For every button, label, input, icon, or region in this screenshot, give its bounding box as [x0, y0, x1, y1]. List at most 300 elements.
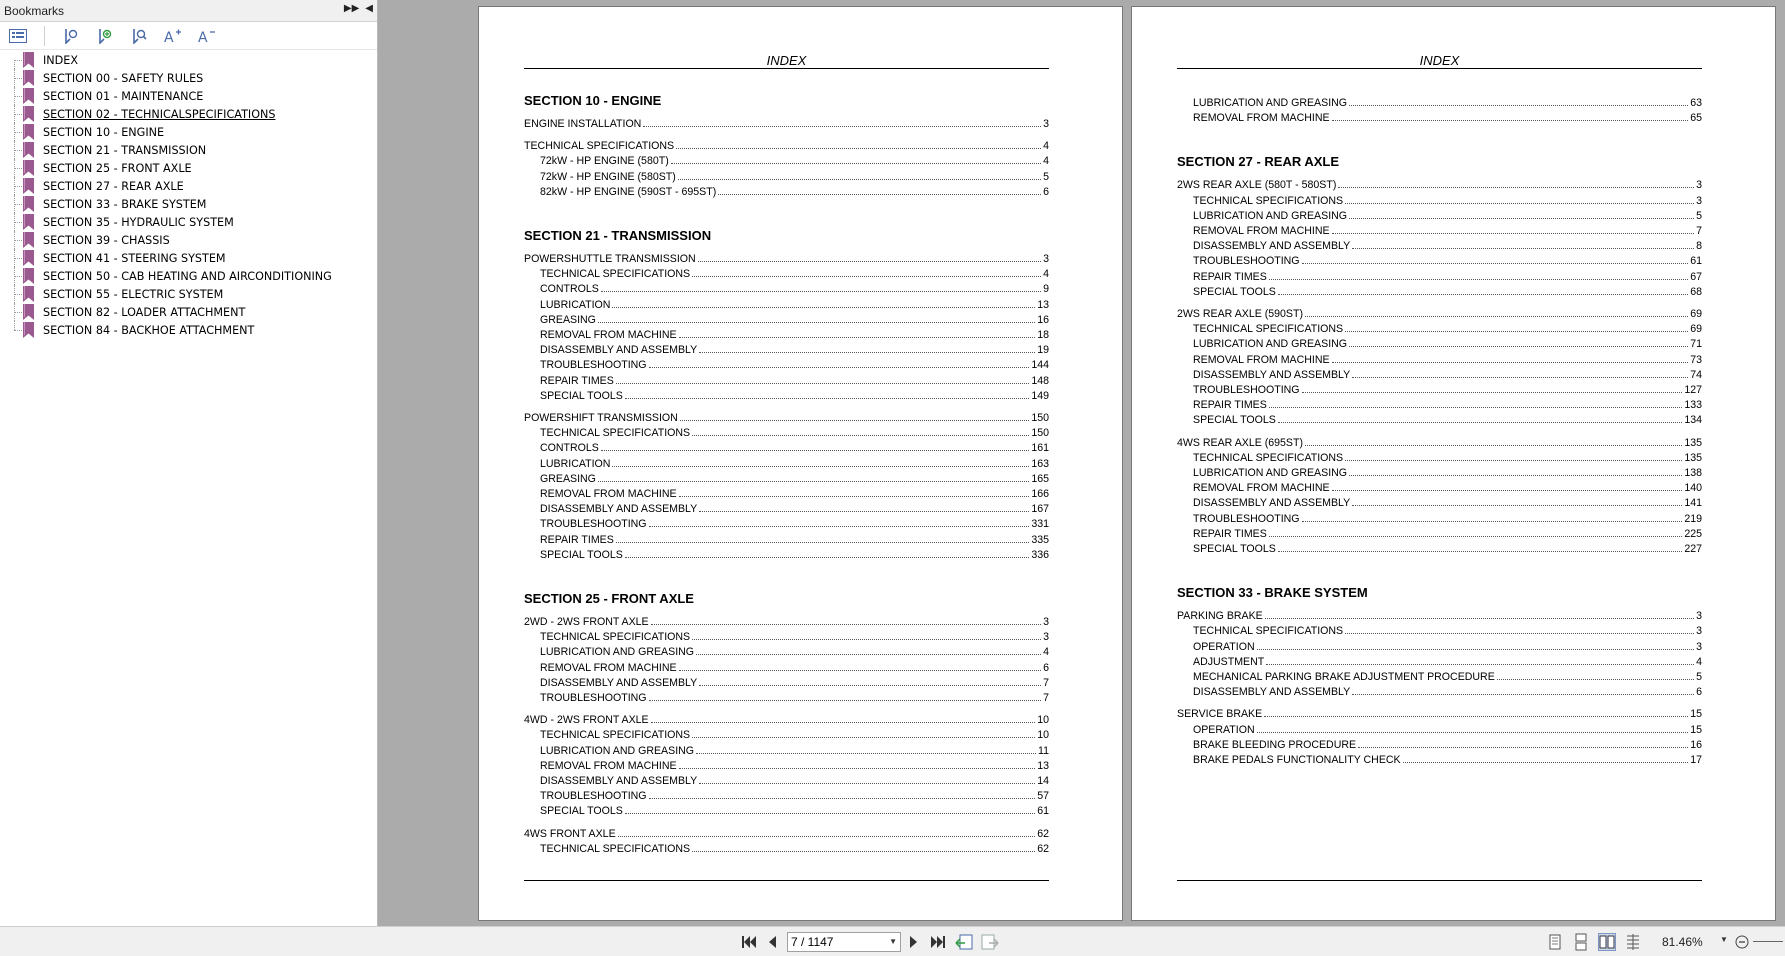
- toc-entry[interactable]: [524, 312, 1049, 326]
- toc-entry-page: 5: [1043, 170, 1049, 183]
- toc-entry[interactable]: [524, 841, 1049, 855]
- page-number-value: 7 / 1147: [791, 935, 834, 949]
- bookmark-item[interactable]: [0, 51, 377, 69]
- toc-entry-text: OPERATION: [1193, 640, 1255, 653]
- dot-leader: [612, 307, 1035, 308]
- bookmark-item[interactable]: [0, 123, 377, 141]
- dot-leader: [1257, 649, 1694, 650]
- dot-leader: [699, 685, 1041, 686]
- expand-panel-icon[interactable]: ▶▶: [343, 3, 360, 14]
- dot-leader: [1278, 294, 1688, 295]
- toc-entry-text: LUBRICATION AND GREASING: [540, 744, 695, 757]
- next-page-icon[interactable]: [905, 933, 923, 951]
- toc-entry-page: 16: [1690, 738, 1702, 751]
- toc-entry[interactable]: [1177, 669, 1702, 683]
- toc-entry-page: 6: [1043, 661, 1049, 674]
- toc-entry-page: 141: [1684, 497, 1702, 510]
- bookmark-label: SECTION 33 - BRAKE SYSTEM: [43, 197, 207, 211]
- toc-entry-text: 2WD - 2WS FRONT AXLE: [524, 616, 649, 628]
- toc-entry-page: 140: [1684, 482, 1702, 495]
- toc-entry[interactable]: [1177, 336, 1702, 350]
- toc-entry-text: REPAIR TIMES: [540, 374, 614, 387]
- toc-entry[interactable]: [1177, 623, 1702, 637]
- toc-entry-text: TECHNICAL SPECIFICATIONS: [1193, 323, 1344, 336]
- toc-entry-text: LUBRICATION AND GREASING: [540, 646, 695, 659]
- bookmark-item[interactable]: [0, 195, 377, 213]
- dot-leader: [1338, 187, 1694, 188]
- toc-entry[interactable]: [524, 440, 1049, 454]
- dot-leader: [676, 148, 1041, 149]
- toc-entry[interactable]: [524, 138, 1049, 152]
- toc-entry-page: 10: [1037, 729, 1049, 742]
- dot-leader: [1269, 407, 1683, 408]
- toc-entry-page: 133: [1684, 399, 1702, 412]
- bookmark-icon: [23, 322, 34, 341]
- dot-leader: [1332, 362, 1689, 363]
- toc-entry-text: TECHNICAL SPECIFICATIONS: [1193, 194, 1344, 207]
- toc-entry-text: REMOVAL FROM MACHINE: [1193, 112, 1330, 125]
- toc-entry-text: LUBRICATION AND GREASING: [1193, 97, 1348, 109]
- bookmark-item[interactable]: [0, 231, 377, 249]
- toc-entry-text: 4WS FRONT AXLE: [524, 827, 616, 840]
- toc-entry[interactable]: [1177, 208, 1702, 222]
- dot-leader: [1352, 694, 1694, 695]
- dot-leader: [679, 496, 1030, 497]
- toc-entry-text: TROUBLESHOOTING: [540, 359, 647, 372]
- toc-entry-text: TECHNICAL SPECIFICATIONS: [540, 268, 691, 281]
- toc-entry-page: 161: [1031, 442, 1049, 455]
- toc-entry-text: SPECIAL TOOLS: [1193, 543, 1276, 555]
- dot-leader: [698, 261, 1041, 262]
- previous-view-icon[interactable]: [955, 933, 973, 951]
- toc-entry-page: 4: [1043, 155, 1049, 168]
- toc-entry[interactable]: [524, 660, 1049, 674]
- dot-leader: [1497, 679, 1694, 680]
- toc-entry-text: SERVICE BRAKE: [1177, 708, 1263, 721]
- toc-entry[interactable]: [524, 184, 1049, 198]
- dot-leader: [1349, 218, 1694, 219]
- toc-entry[interactable]: [524, 614, 1049, 628]
- dot-leader: [625, 557, 1029, 558]
- toc-entry[interactable]: [524, 803, 1049, 817]
- toc-entry-text: REMOVAL FROM MACHINE: [1193, 353, 1330, 366]
- zoom-out-icon[interactable]: [1733, 933, 1751, 951]
- section-heading: SECTION 10 - ENGINE: [524, 93, 662, 108]
- toc-entry-page: 163: [1031, 457, 1049, 470]
- toc-entry[interactable]: [524, 116, 1049, 130]
- toc-entry[interactable]: [1177, 752, 1702, 766]
- toc-entry-page: 11: [1038, 744, 1049, 757]
- dot-leader: [1332, 233, 1695, 234]
- toc-entry[interactable]: [524, 169, 1049, 183]
- toc-entry-page: 135: [1684, 436, 1702, 449]
- toc-entry[interactable]: [1177, 412, 1702, 426]
- toc-entry[interactable]: [1177, 435, 1702, 449]
- toc-entry[interactable]: [1177, 465, 1702, 479]
- dot-leader: [692, 435, 1029, 436]
- toc-entry-text: LUBRICATION AND GREASING: [1193, 467, 1348, 479]
- toc-entry[interactable]: [524, 327, 1049, 341]
- toc-entry[interactable]: [524, 410, 1049, 424]
- toc-entry-text: LUBRICATION: [540, 298, 611, 311]
- toc-entry-page: 8: [1696, 240, 1702, 253]
- toc-entry-page: 3: [1043, 253, 1049, 265]
- toc-entry[interactable]: [524, 712, 1049, 726]
- dot-leader: [692, 737, 1035, 738]
- toc-entry-page: 134: [1684, 414, 1702, 427]
- toc-entry-page: 13: [1037, 298, 1049, 311]
- toc-entry-page: 3: [1696, 640, 1702, 653]
- page-number-field[interactable]: [787, 932, 901, 952]
- bookmark-item[interactable]: [0, 321, 377, 339]
- toc-entry[interactable]: [524, 388, 1049, 402]
- toc-entry-page: 68: [1690, 285, 1702, 298]
- toc-entry-text: TECHNICAL SPECIFICATIONS: [1193, 625, 1344, 638]
- toc-entry-page: 69: [1690, 323, 1702, 336]
- toc-entry[interactable]: [1177, 706, 1702, 720]
- dot-leader: [1349, 475, 1682, 476]
- bookmark-item[interactable]: [0, 141, 377, 159]
- toc-entry-page: 61: [1037, 805, 1049, 818]
- toc-entry-text: DISASSEMBLY AND ASSEMBLY: [1193, 240, 1351, 253]
- toc-entry-text: REPAIR TIMES: [1193, 270, 1267, 283]
- toc-entry[interactable]: [524, 266, 1049, 280]
- toc-entry[interactable]: [524, 727, 1049, 741]
- toc-entry-page: 3: [1043, 616, 1049, 628]
- toc-entry-page: 14: [1037, 775, 1049, 787]
- dot-leader: [1278, 551, 1682, 552]
- dot-leader: [671, 163, 1041, 164]
- toc-entry-page: 15: [1690, 708, 1702, 721]
- dot-leader: [616, 542, 1030, 543]
- dot-leader: [649, 526, 1030, 527]
- dot-leader: [616, 383, 1030, 384]
- bookmark-item[interactable]: [0, 105, 377, 123]
- toc-entry-page: 62: [1037, 827, 1049, 840]
- footer-rule: [524, 880, 1049, 881]
- toc-entry[interactable]: [524, 547, 1049, 561]
- toc-entry[interactable]: [524, 373, 1049, 387]
- toc-entry-page: 4: [1043, 646, 1049, 659]
- toc-entry[interactable]: [1177, 238, 1702, 252]
- toc-entry-text: SPECIAL TOOLS: [1193, 285, 1276, 298]
- toc-entry-page: 69: [1690, 308, 1702, 320]
- toc-entry-page: 336: [1031, 548, 1049, 561]
- toc-entry[interactable]: [524, 501, 1049, 515]
- toc-entry-page: 63: [1690, 97, 1702, 109]
- single-page-view-icon[interactable]: [1546, 933, 1564, 951]
- bookmark-expand-icon[interactable]: [61, 26, 81, 46]
- toc-entry[interactable]: [1177, 367, 1702, 381]
- dot-leader: [1302, 263, 1689, 264]
- dot-leader: [680, 420, 1029, 421]
- dot-leader: [692, 276, 1041, 277]
- toc-entry[interactable]: [1177, 480, 1702, 494]
- toc-entry[interactable]: [1177, 321, 1702, 335]
- toc-entry-text: DISASSEMBLY AND ASSEMBLY: [540, 775, 698, 787]
- dot-leader: [1278, 422, 1682, 423]
- bookmark-label: SECTION 35 - HYDRAULIC SYSTEM: [43, 215, 234, 229]
- toc-entry[interactable]: [1177, 223, 1702, 237]
- toc-entry[interactable]: [524, 486, 1049, 500]
- toc-entry-text: CONTROLS: [540, 442, 599, 455]
- toc-entry-text: SPECIAL TOOLS: [540, 805, 623, 818]
- toc-entry[interactable]: [524, 297, 1049, 311]
- toc-entry-page: 74: [1690, 368, 1702, 381]
- bookmarks-title: Bookmarks: [4, 3, 65, 18]
- dot-leader: [1345, 460, 1682, 461]
- toc-entry[interactable]: [524, 644, 1049, 658]
- bookmark-add-icon[interactable]: [95, 26, 115, 46]
- toc-entry[interactable]: [524, 743, 1049, 757]
- toc-entry[interactable]: [1177, 284, 1702, 298]
- section-heading: SECTION 25 - FRONT AXLE: [524, 591, 694, 606]
- collapse-panel-icon[interactable]: ◀: [365, 3, 373, 14]
- toc-entry-text: TROUBLESHOOTING: [540, 518, 647, 531]
- toc-entry-text: OPERATION: [1193, 723, 1255, 736]
- bookmarks-panel: [0, 0, 378, 926]
- toc-entry[interactable]: [1177, 95, 1702, 109]
- toc-entry-text: REMOVAL FROM MACHINE: [540, 759, 677, 772]
- toc-entry-page: 227: [1684, 543, 1702, 555]
- toc-entry-text: MECHANICAL PARKING BRAKE ADJUSTMENT PROCEDURE: [1193, 671, 1495, 683]
- toc-entry-page: 9: [1043, 283, 1049, 296]
- toc-entry[interactable]: [1177, 639, 1702, 653]
- dot-leader: [1358, 747, 1688, 748]
- dot-leader: [1349, 105, 1688, 106]
- bookmark-item[interactable]: [0, 285, 377, 303]
- zoom-dropdown-icon[interactable]: ▼: [1720, 935, 1728, 944]
- dot-leader: [1302, 392, 1683, 393]
- toc-entry-page: 135: [1684, 451, 1702, 464]
- bookmarks-header: [0, 0, 377, 22]
- toc-entry-text: TROUBLESHOOTING: [540, 692, 647, 704]
- bookmark-label: SECTION 25 - FRONT AXLE: [43, 161, 192, 175]
- toc-entry-text: 4WD - 2WS FRONT AXLE: [524, 714, 649, 727]
- bookmark-item[interactable]: [0, 87, 377, 105]
- bookmark-label: SECTION 55 - ELECTRIC SYSTEM: [43, 287, 224, 301]
- bookmark-label: SECTION 82 - LOADER ATTACHMENT: [43, 305, 246, 319]
- toc-entry[interactable]: [1177, 193, 1702, 207]
- dot-leader: [612, 466, 1029, 467]
- toc-entry[interactable]: [524, 153, 1049, 167]
- toc-entry-page: 144: [1031, 359, 1049, 372]
- toc-entry-text: DISASSEMBLY AND ASSEMBLY: [540, 344, 698, 357]
- toc-entry-page: 65: [1690, 112, 1702, 125]
- toc-entry-page: 19: [1037, 344, 1049, 357]
- toc-entry-page: 5: [1696, 209, 1702, 222]
- toc-entry[interactable]: [1177, 526, 1702, 540]
- toc-entry[interactable]: [1177, 541, 1702, 555]
- previous-page-icon[interactable]: [763, 933, 781, 951]
- dot-leader: [1352, 377, 1688, 378]
- bookmark-label: SECTION 41 - STEERING SYSTEM: [43, 251, 226, 265]
- bookmark-item[interactable]: [0, 213, 377, 231]
- toc-entry[interactable]: [524, 471, 1049, 485]
- dot-leader: [651, 722, 1036, 723]
- last-page-icon[interactable]: [929, 933, 947, 951]
- bookmark-item[interactable]: [0, 267, 377, 285]
- bookmark-item[interactable]: [0, 69, 377, 87]
- toc-entry[interactable]: [524, 758, 1049, 772]
- toc-entry-text: 72kW - HP ENGINE (580ST): [540, 170, 676, 183]
- toc-entry[interactable]: [1177, 608, 1702, 622]
- toc-entry-text: SPECIAL TOOLS: [540, 389, 623, 402]
- section-heading: SECTION 27 - REAR AXLE: [1177, 154, 1340, 170]
- continuous-view-icon[interactable]: [1572, 933, 1590, 951]
- bookmark-label: SECTION 10 - ENGINE: [43, 125, 165, 139]
- toc-entry[interactable]: [1177, 495, 1702, 509]
- toc-entry[interactable]: [1177, 110, 1702, 124]
- toc-entry-page: 57: [1037, 790, 1049, 803]
- toc-entry-text: 2WS REAR AXLE (590ST): [1177, 308, 1303, 320]
- toc-entry[interactable]: [524, 675, 1049, 689]
- toc-entry[interactable]: [1177, 352, 1702, 366]
- options-menu-icon[interactable]: [8, 26, 28, 46]
- bookmark-label: SECTION 01 - MAINTENANCE: [43, 89, 204, 103]
- toc-entry[interactable]: [1177, 654, 1702, 668]
- toc-entry-text: REMOVAL FROM MACHINE: [1193, 482, 1330, 495]
- dot-leader: [1332, 120, 1689, 121]
- bookmark-item[interactable]: [0, 177, 377, 195]
- dot-leader: [1352, 248, 1694, 249]
- toc-entry-text: SPECIAL TOOLS: [1193, 414, 1276, 427]
- increase-font-icon[interactable]: [163, 26, 183, 46]
- toc-entry[interactable]: [524, 516, 1049, 530]
- toc-entry[interactable]: [1177, 306, 1702, 320]
- toc-entry-text: BRAKE BLEEDING PROCEDURE: [1193, 738, 1357, 751]
- toc-entry-page: 331: [1031, 518, 1049, 531]
- zoom-slider[interactable]: [1753, 941, 1783, 942]
- bookmark-find-icon[interactable]: [129, 26, 149, 46]
- bookmark-tree: [0, 51, 377, 339]
- toc-entry-page: 3: [1696, 179, 1702, 192]
- bookmark-item[interactable]: [0, 303, 377, 321]
- toc-entry-page: 10: [1037, 714, 1049, 727]
- toc-entry-text: REMOVAL FROM MACHINE: [540, 661, 677, 674]
- bookmark-label: INDEX: [43, 53, 79, 67]
- bookmarks-toolbar: [0, 22, 377, 50]
- toc-entry[interactable]: [1177, 684, 1702, 698]
- bookmark-item[interactable]: [0, 249, 377, 267]
- toc-entry-page: 13: [1037, 759, 1049, 772]
- toc-entry-page: 5: [1696, 671, 1702, 683]
- toc-entry-page: 148: [1031, 374, 1049, 387]
- toc-entry[interactable]: [1177, 382, 1702, 396]
- toc-entry-page: 6: [1696, 686, 1702, 699]
- dot-leader: [1269, 536, 1683, 537]
- toc-entry[interactable]: [524, 629, 1049, 643]
- continuous-facing-view-icon[interactable]: [1624, 933, 1642, 951]
- next-view-icon[interactable]: [981, 933, 999, 951]
- toc-entry-text: DISASSEMBLY AND ASSEMBLY: [1193, 497, 1351, 510]
- toc-entry-text: LUBRICATION AND GREASING: [1193, 338, 1348, 351]
- footer-rule: [1177, 880, 1702, 881]
- toc-entry[interactable]: [524, 251, 1049, 265]
- bookmark-label: SECTION 00 - SAFETY RULES: [43, 71, 204, 85]
- toc-entry-text: ENGINE INSTALLATION: [524, 118, 642, 130]
- chevron-down-icon[interactable]: ▼: [889, 937, 897, 946]
- toc-entry[interactable]: [524, 425, 1049, 439]
- dot-leader: [598, 481, 1029, 482]
- toc-entry-text: REMOVAL FROM MACHINE: [1193, 225, 1330, 237]
- toc-entry-text: ADJUSTMENT: [1193, 655, 1265, 668]
- zoom-level[interactable]: 81.46%: [1662, 935, 1703, 949]
- bookmark-label: SECTION 21 - TRANSMISSION: [43, 143, 207, 157]
- toc-entry-text: TROUBLESHOOTING: [1193, 255, 1300, 268]
- dot-leader: [1305, 316, 1688, 317]
- title-rule: [1177, 68, 1702, 69]
- toc-entry-text: LUBRICATION AND GREASING: [1193, 209, 1348, 222]
- toc-entry-text: TROUBLESHOOTING: [1193, 384, 1300, 396]
- toc-entry-page: 3: [1043, 118, 1049, 130]
- bookmark-item[interactable]: [0, 159, 377, 177]
- dot-leader: [679, 670, 1042, 671]
- toc-entry-text: DISASSEMBLY AND ASSEMBLY: [540, 503, 698, 516]
- dot-leader: [618, 836, 1036, 837]
- toc-entry-text: CONTROLS: [540, 283, 599, 296]
- toc-entry[interactable]: [524, 826, 1049, 840]
- toc-entry-page: 3: [1696, 194, 1702, 207]
- toc-entry-page: 4: [1043, 140, 1049, 153]
- toc-entry[interactable]: [524, 357, 1049, 371]
- first-page-icon[interactable]: [740, 933, 758, 951]
- bookmark-label: SECTION 84 - BACKHOE ATTACHMENT: [43, 323, 255, 337]
- toc-entry-text: TROUBLESHOOTING: [1193, 512, 1300, 525]
- toc-entry[interactable]: [1177, 177, 1702, 191]
- toc-entry-page: 15: [1690, 723, 1702, 736]
- toc-entry-text: POWERSHUTTLE TRANSMISSION: [524, 253, 696, 265]
- toc-entry-page: 16: [1037, 313, 1049, 326]
- dot-leader: [1305, 445, 1682, 446]
- dot-leader: [1269, 279, 1688, 280]
- toc-entry[interactable]: [1177, 397, 1702, 411]
- toc-entry[interactable]: [524, 456, 1049, 470]
- dot-leader: [692, 851, 1035, 852]
- dot-leader: [699, 511, 1029, 512]
- toc-entry[interactable]: [1177, 253, 1702, 267]
- toc-entry[interactable]: [1177, 450, 1702, 464]
- toc-entry[interactable]: [1177, 269, 1702, 283]
- toc-entry[interactable]: [524, 788, 1049, 802]
- section-heading: SECTION 21 - TRANSMISSION: [524, 228, 712, 243]
- dot-leader: [625, 813, 1035, 814]
- toc-entry[interactable]: [524, 532, 1049, 546]
- toc-entry-page: 7: [1043, 692, 1049, 704]
- toc-entry-text: TECHNICAL SPECIFICATIONS: [540, 842, 691, 855]
- dot-leader: [1302, 521, 1683, 522]
- facing-view-icon[interactable]: [1598, 933, 1616, 951]
- toc-entry[interactable]: [1177, 722, 1702, 736]
- toc-entry-page: 7: [1043, 676, 1049, 689]
- toc-entry-page: 67: [1690, 270, 1702, 283]
- dot-leader: [601, 291, 1041, 292]
- toc-entry-text: 2WS REAR AXLE (580T - 580ST): [1177, 179, 1337, 192]
- decrease-font-icon[interactable]: [197, 26, 217, 46]
- dot-leader: [649, 700, 1042, 701]
- toc-entry-text: POWERSHIFT TRANSMISSION: [524, 412, 678, 424]
- toc-entry[interactable]: [1177, 511, 1702, 525]
- toc-entry-page: 3: [1043, 631, 1049, 644]
- dot-leader: [679, 337, 1036, 338]
- toc-entry[interactable]: [1177, 737, 1702, 751]
- toc-entry[interactable]: [524, 773, 1049, 787]
- toc-entry[interactable]: [524, 690, 1049, 704]
- toc-entry-page: 138: [1684, 467, 1702, 479]
- toc-entry[interactable]: [524, 281, 1049, 295]
- toc-entry-text: DISASSEMBLY AND ASSEMBLY: [540, 676, 698, 689]
- toc-entry[interactable]: [524, 342, 1049, 356]
